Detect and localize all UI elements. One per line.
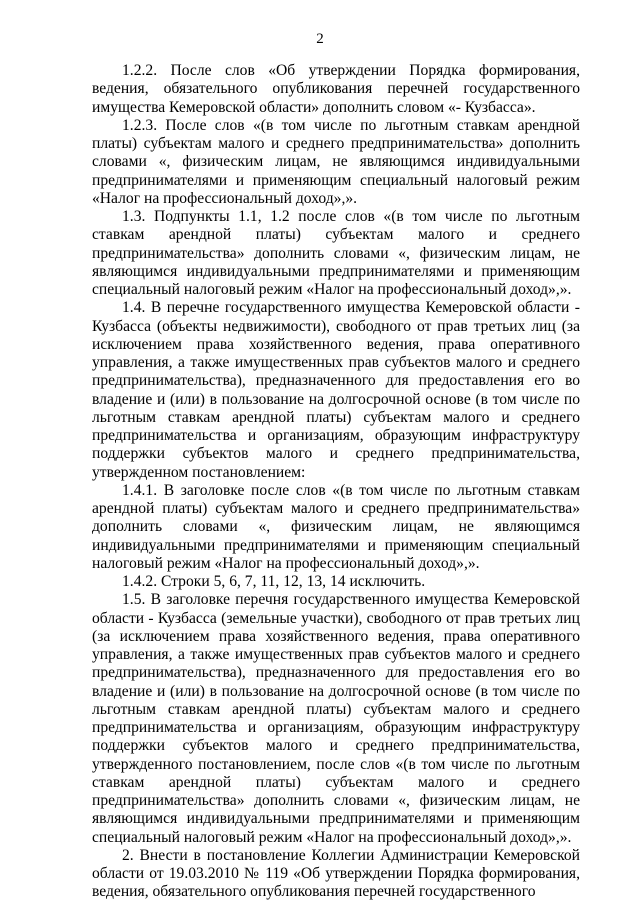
paragraph-1-2-2: 1.2.2. После слов «Об утверждении Порядка формирования, ведения, обязательного опубликования перечней государственного имущества Кемеровской области» дополнить словом «- Кузбасса». [92, 62, 580, 116]
paragraph-2: 2. Внести в постановление Коллегии Администрации Кемеровской области от 19.03.2010 № 119 «Об утверждении Порядка формирования, ведения, обязательного опубликования перечней государственного [92, 846, 580, 901]
paragraph-1-2-3: 1.2.3. После слов «(в том числе по льготным ставкам арендной платы) субъектам малого и среднего предпринимательства» дополнить словами «, физическим лицам, не являющимся индивидуальными предпринимателями и применяющим специальный налоговый режим «Налог на профессиональный доход»,». [92, 116, 580, 207]
paragraph-1-5: 1.5. В заголовке перечня государственного имущества Кемеровской области - Кузбасса (земельные участки), свободного от прав третьих лиц (за исключением права хозяйственного ведения, права оперативного управления, а также имущественных прав субъектов малого и среднего предпринимательства), предназначенного для предоставления его во владение и (или) в пользование на долгосрочной основе (в том числе по льготным ставкам арендной платы) субъектам малого и среднего предпринимательства и организациям, образующим инфраструктуру поддержки субъектов малого и среднего предпринимательства, утвержденного постановлением, после слов «(в том числе по льготным ставкам арендной платы) субъектам малого и среднего предпринимательства» дополнить словами «, физическим лицам, не являющимся индивидуальными предпринимателями и применяющим специальный налоговый режим «Налог на профессиональный доход»,». [92, 591, 580, 846]
paragraph-1-4-1: 1.4.1. В заголовке после слов «(в том числе по льготным ставкам арендной платы) субъектам малого и среднего предпринимательства» дополнить словами «, физическим лицам, не являющимся индивидуальными предпринимателями и применяющим специальный налоговый режим «Налог на профессиональный доход»,». [92, 481, 580, 572]
paragraph-1-3: 1.3. Подпункты 1.1, 1.2 после слов «(в том числе по льготным ставкам арендной платы) субъектам малого и среднего предпринимательства» дополнить словами «, физическим лицам, не являющимся индивидуальными предпринимателями и применяющим специальный налоговый режим «Налог на профессиональный доход»,». [92, 208, 580, 298]
paragraph-1-4-2: 1.4.2. Строки 5, 6, 7, 11, 12, 13, 14 исключить. [122, 573, 426, 590]
document-body [92, 62, 580, 902]
paragraph-1-4: 1.4. В перечне государственного имущества Кемеровской области - Кузбасса (объекты недвижимости), свободного от прав третьих лиц (за исключением права хозяйственного ведения, права оперативного управления, а также имущественных прав субъектов малого и среднего предпринимательства), предназначенного для предоставления его во владение и (или) в пользование на долгосрочной основе (в том числе по льготным ставкам арендной платы) субъектам малого и среднего предпринимательства и организациям, образующим инфраструктуру поддержки субъектов малого и среднего предпринимательства, утвержденном постановлением: [92, 299, 580, 481]
page-number: 2 [316, 31, 324, 47]
